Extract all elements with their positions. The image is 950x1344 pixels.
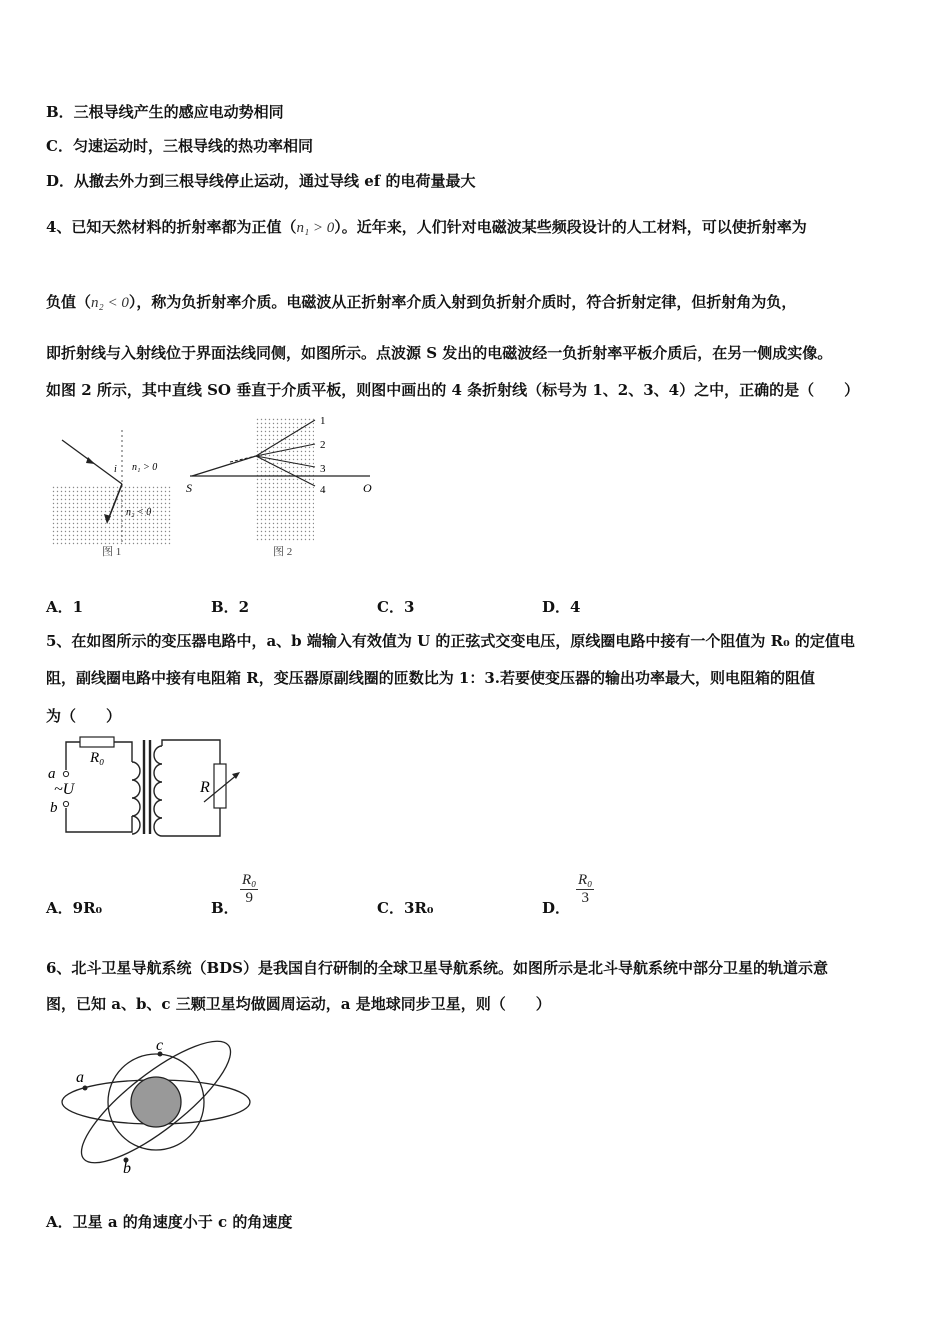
secondary-wire (162, 740, 220, 764)
q4-line-2b: ），称为负折射率介质。电磁波从正折射率介质入射到负折射介质时，符合折射定律，但折射角为负， (128, 293, 797, 311)
q4-line-2 (46, 292, 796, 313)
q4-line-4: 如图 2 所示，其中直线 SO 垂直于介质平板，则图中画出的 4 条折射线（标号为 1、2、3、4）之中，正确的是（ ） (46, 381, 860, 399)
terminal-a (63, 771, 68, 776)
q3-option-c: C．匀速运动时，三根导线的热功率相同 (46, 137, 313, 155)
q5-option-d-numerator: R₀ (578, 872, 593, 888)
figure-2 (186, 415, 372, 558)
q6-line-2: 图，已知 a、b、c 三颗卫星均做圆周运动，a 是地球同步卫星，则（ ） (46, 995, 551, 1013)
q5-line-1: 5、在如图所示的变压器电路中，a、b 端输入有效值为 U 的正弦式交变电压，原线圈电路中接有一个阻值为 R₀ 的定值电 (46, 632, 855, 650)
figure-2-caption: 图 2 (273, 546, 293, 558)
q4-option-c: C．3 (377, 598, 415, 616)
q5-option-b-numerator: R₀ (242, 872, 257, 888)
q4-option-a: A．1 (46, 598, 84, 616)
figure-1-caption: 图 1 (102, 546, 122, 558)
q5-circuit (44, 732, 254, 840)
q4-line-1b: ）。近年来，人们针对电磁波某些频段设计的人工材料，可以使折射率为 (334, 218, 807, 236)
q5-line-3: 为（ ） (46, 707, 122, 725)
source-s-label: S (186, 481, 192, 495)
label-r: R (200, 779, 210, 796)
ray-label-3: 3 (320, 463, 326, 475)
q4-option-d: D．4 (542, 598, 581, 616)
label-b: b (123, 1160, 131, 1176)
q3-option-b: B．三根导线产生的感应电动势相同 (46, 103, 284, 121)
q5-option-c: C．3R₀ (377, 899, 434, 917)
secondary-wire-bottom (162, 808, 220, 836)
label-c: c (156, 1037, 164, 1054)
q5-line-2: 阻，副线圈电路中接有电阻箱 R，变压器原副线圈的匝数比为 1：3.若要使变压器的输出功率最大，则电阻箱的阻值 (46, 669, 816, 687)
terminal-b (63, 801, 68, 806)
q6-line-1: 6、北斗卫星导航系统（BDS）是我国自行研制的全球卫星导航系统。如图所示是北斗导航系统中部分卫星的轨道示意 (46, 959, 828, 977)
angle-i-label: i (114, 464, 117, 475)
primary-coil (132, 762, 140, 834)
ray-label-2: 2 (320, 439, 326, 451)
q5-option-b-denominator: 9 (245, 890, 253, 906)
q4-option-b: B．2 (211, 598, 250, 616)
n1-label: n₁ > 0 (132, 462, 158, 473)
satellite-a (83, 1086, 88, 1091)
point-o-label: O (363, 481, 372, 495)
q3-option-d: D．从撤去外力到三根导线停止运动，通过导线 ef 的电荷量最大 (46, 172, 476, 190)
q5-option-b: B． (211, 899, 239, 917)
q4-line-1a: 4、已知天然材料的折射率都为正值（ (46, 218, 297, 236)
figure-1 (52, 430, 172, 558)
q5-option-d-fraction (576, 872, 594, 907)
q5-option-d: D． (542, 899, 571, 917)
label-u: ~U (54, 781, 75, 798)
q5-option-a: A．9R₀ (46, 899, 103, 917)
q4-line-3: 即折射线与入射线位于界面法线同侧，如图所示。点波源 S 发出的电磁波经一负折射率平板介质后，在另一侧成实像。 (46, 344, 833, 362)
q4-inline-n1: n₁ > 0 (296, 220, 335, 236)
resistor-r0 (80, 737, 114, 747)
primary-wire-right (114, 742, 132, 762)
n2-label: n₂ < 0 (126, 507, 152, 518)
q4-figures (40, 410, 400, 570)
label-a: a (76, 1069, 84, 1086)
dashed-ray (230, 456, 256, 462)
q6-option-a: A．卫星 a 的角速度小于 c 的角速度 (46, 1213, 293, 1231)
incident-ray-2 (192, 456, 256, 476)
secondary-coil (154, 746, 162, 836)
negative-medium (52, 485, 172, 545)
slab-medium (256, 418, 314, 542)
ray-label-4: 4 (320, 484, 326, 496)
label-r0: R₀ (90, 750, 105, 766)
label-b: b (50, 800, 58, 816)
q4-line-1 (46, 217, 807, 238)
q6-orbit-diagram (56, 1036, 266, 1176)
primary-wire-top (66, 742, 80, 770)
ray-label-1: 1 (320, 415, 326, 427)
q4-line-2a: 负值（ (46, 293, 92, 311)
primary-wire-bottom (66, 808, 132, 832)
q5-option-b-fraction (240, 872, 258, 907)
label-a: a (48, 766, 56, 782)
earth (131, 1077, 181, 1127)
q4-inline-n2: n₂ < 0 (91, 295, 129, 311)
q5-option-d-denominator: 3 (581, 890, 589, 906)
